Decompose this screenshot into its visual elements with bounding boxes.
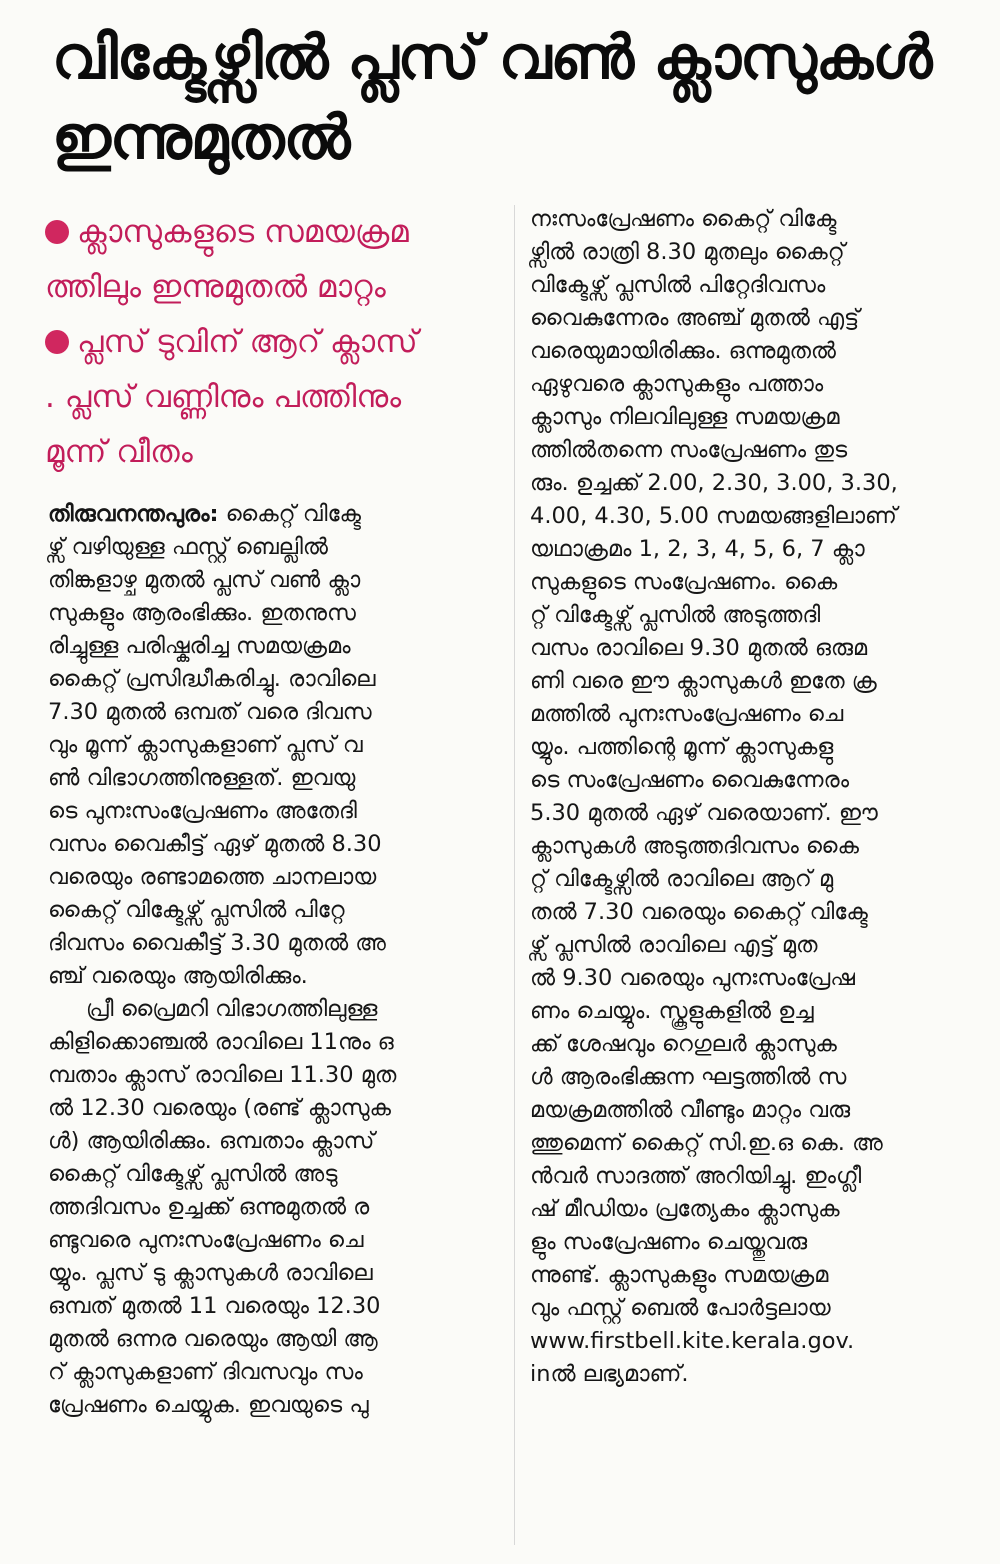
article-line: വസം രാവിലെ 9.30 മുതൽ ഒരുമ xyxy=(530,635,868,661)
article-line: രും. ഉച്ചക്ക് 2.00, 2.30, 3.00, 3.30, xyxy=(530,470,898,496)
article-line: വസം വൈകീട്ട് ഏഴ് മുതൽ 8.30 xyxy=(48,831,382,857)
article-line: ത്തിൽതന്നെ സംപ്രേഷണം തുട xyxy=(530,437,848,463)
article-line: ൽ 12.30 വരെയും (രണ്ട് ക്ലാസുക xyxy=(48,1095,391,1121)
article-line-text: കൈറ്റ് വിക്ടേ xyxy=(218,501,361,527)
article-line: ന്നുണ്ട്. ക്ലാസുകളും സമയക്രമ xyxy=(530,1262,829,1288)
article-line: മയക്രമത്തിൽ വീണ്ടും മാറ്റം വരു xyxy=(530,1097,851,1123)
article-line: റ്റ് വിക്ടേഴ്സിൽ രാവിലെ ആറ് മു xyxy=(530,866,834,892)
article-line: 4.00, 4.30, 5.00 സമയങ്ങളിലാണ് xyxy=(530,503,897,529)
highlight-line: ത്തിലും ഇന്നുമുതൽ മാറ്റം xyxy=(45,269,386,305)
highlight-line xyxy=(45,205,495,260)
article-line: ൽ 9.30 വരെയും പുനഃസംപ്രേഷ xyxy=(530,965,855,991)
highlight-line: . പ്ലസ് വണ്ണിനും പത്തിനും xyxy=(45,379,402,415)
article-line: യ്യും. പത്തിന്റെ മൂന്ന് ക്ലാസുകളു xyxy=(530,734,834,760)
bullet-icon xyxy=(45,220,69,244)
article-line: വൈകുന്നേരം അഞ്ച് മുതൽ എട്ട് xyxy=(530,305,860,331)
article-column-left xyxy=(48,498,498,1422)
article-line: വരെയും രണ്ടാമത്തെ ചാനലായ xyxy=(48,864,377,890)
article-line: ഴ്സ് പ്ലസിൽ രാവിലെ എട്ട് മുത xyxy=(530,932,818,958)
article-line: ഴ്സ് വഴിയുള്ള ഫസ്റ്റ് ബെല്ലിൽ xyxy=(48,534,328,560)
article-line: തിങ്കളാഴ്ച മുതൽ പ്ലസ് വൺ ക്ലാ xyxy=(48,567,361,593)
article-line: പ്രീ പ്രൈമറി വിഭാഗത്തിലുള്ള xyxy=(86,996,378,1022)
article-line: www.firstbell.kite.kerala.gov. xyxy=(530,1328,855,1354)
article-line: ഷ് മീഡിയം പ്രത്യേകം ക്ലാസുക xyxy=(530,1196,840,1222)
article-line: ളും സംപ്രേഷണം ചെയ്തുവരു xyxy=(530,1229,808,1255)
article-line: വും മൂന്ന് ക്ലാസുകളാണ് പ്ലസ് വ xyxy=(48,732,363,758)
article-line: നഃസംപ്രേഷണം കൈറ്റ് വിക്ടേ xyxy=(530,206,837,232)
highlight-line xyxy=(45,315,495,370)
article-line: മത്തിൽ പുനഃസംപ്രേഷണം ചെ xyxy=(530,701,844,727)
article-line: ടെ പുനഃസംപ്രേഷണം അതേദി xyxy=(48,798,357,824)
article-line: കൈറ്റ് പ്രസിദ്ധീകരിച്ചു. രാവിലെ xyxy=(48,666,376,692)
article-line: ഒമ്പത് മുതൽ 11 വരെയും 12.30 xyxy=(48,1293,381,1319)
article-line: ൺ വിഭാഗത്തിനുള്ളത്. ഇവയു xyxy=(48,765,356,791)
headline-line-2: ഇന്നുമുതൽ xyxy=(52,103,350,173)
article-line: ടെ സംപ്രേഷണം വൈകുന്നേരം xyxy=(530,767,849,793)
highlight-line: മൂന്ന് വീതം xyxy=(45,434,193,470)
bullet-icon xyxy=(45,330,69,354)
article-line: സുകളും ആരംഭിക്കും. ഇതനുസ xyxy=(48,600,356,626)
article-line: കിളിക്കൊഞ്ചൽ രാവിലെ 11നും ഒ xyxy=(48,1029,394,1055)
article-line: മ്പതാം ക്ലാസ് രാവിലെ 11.30 മുത xyxy=(48,1062,397,1088)
article-line: ണി വരെ ഈ ക്ലാസുകൾ ഇതേ ക്ര xyxy=(530,668,877,694)
dateline: തിരുവനന്തപുരം: xyxy=(48,501,219,527)
article-line: ൻവർ സാദത്ത് അറിയിച്ചു. ഇംഗ്ലീ xyxy=(530,1163,862,1189)
article-line: യ്യും. പ്ലസ് ടു ക്ലാസുകൾ രാവിലെ xyxy=(48,1260,373,1286)
article-line: 7.30 മുതൽ ഒമ്പത് വരെ ദിവസ xyxy=(48,699,372,725)
article-line: ഴ്സിൽ രാത്രി 8.30 മുതലും കൈറ്റ് xyxy=(530,239,845,265)
article-line: ക്ലാസുകൾ അടുത്തദിവസം കൈ xyxy=(530,833,859,859)
article-line: ണം ചെയ്യും. സ്കൂളുകളിൽ ഉച്ച xyxy=(530,998,814,1024)
column-divider xyxy=(514,205,515,1545)
article-line: ഞ്ച് വരെയും ആയിരിക്കും. xyxy=(48,963,308,989)
article-line: ണ്ടുവരെ പുനഃസംപ്രേഷണം ചെ xyxy=(48,1227,364,1253)
highlight-text: ക്ലാസുകളുടെ സമയക്രമ xyxy=(77,214,409,250)
article-line: ത്തുമെന്ന് കൈറ്റ് സി.ഇ.ഒ കെ. അ xyxy=(530,1130,883,1156)
article-line: 5.30 മുതൽ ഏഴ് വരെയാണ്. ഈ xyxy=(530,800,878,826)
article-line: റ്റ് വിക്ടേഴ്സ് പ്ലസിൽ അടുത്തദി xyxy=(530,602,821,628)
article-line: ത്തദിവസം ഉച്ചക്ക് ഒന്നുമുതൽ ര xyxy=(48,1194,370,1220)
article-line: ക്ക് ശേഷവും റെഗുലർ ക്ലാസുക xyxy=(530,1031,837,1057)
article-line: വും ഫസ്റ്റ് ബെൽ പോർട്ടലായ xyxy=(530,1295,831,1321)
article-line: ൾ) ആയിരിക്കും. ഒമ്പതാം ക്ലാസ് xyxy=(48,1128,375,1154)
headline-line-1: വിക്ടേഴ്സിൽ പ്ലസ് വൺ ക്ലാസുകൾ xyxy=(52,23,932,93)
article-line: വിക്ടേഴ്സ് പ്ലസിൽ പിറ്റേദിവസം xyxy=(530,272,826,298)
highlight-text: പ്ലസ് ടുവിന് ആറ് ക്ലാസ് xyxy=(77,324,418,360)
article-line: ക്ലാസും നിലവിലുള്ള സമയക്രമ xyxy=(530,404,840,430)
article-line: കൈറ്റ് വിക്ടേഴ്സ് പ്ലസിൽ അടു xyxy=(48,1161,338,1187)
article-line: കൈറ്റ് വിക്ടേഴ്സ് പ്ലസിൽ പിറ്റേ xyxy=(48,897,345,923)
article-line: മുതൽ ഒന്നര വരെയും ആയി ആ xyxy=(48,1326,378,1352)
article-line: വരെയുമായിരിക്കും. ഒന്നുമുതൽ xyxy=(530,338,836,364)
article-line: സുകളുടെ സംപ്രേഷണം. കൈ xyxy=(530,569,838,595)
article-line xyxy=(48,498,498,531)
article-column-right xyxy=(530,203,960,1391)
article-line: രിച്ചുള്ള പരിഷ്കരിച്ച സമയക്രമം xyxy=(48,633,351,659)
article-line: inൽ ലഭ്യമാണ്. xyxy=(530,1361,689,1387)
article-line: തൽ 7.30 വരെയും കൈറ്റ് വിക്ടേ xyxy=(530,899,868,925)
article-line: പ്രേഷണം ചെയ്യുക. ഇവയുടെ പു xyxy=(48,1392,369,1418)
highlights-box xyxy=(45,205,495,480)
article-line: ഏഴുവരെ ക്ലാസുകളും പത്താം xyxy=(530,371,824,397)
article-line: ദിവസം വൈകീട്ട് 3.30 മുതൽ അ xyxy=(48,930,386,956)
article-line: റ് ക്ലാസുകളാണ് ദിവസവും സം xyxy=(48,1359,363,1385)
article-line: യഥാക്രമം 1, 2, 3, 4, 5, 6, 7 ക്ലാ xyxy=(530,536,865,562)
headline xyxy=(52,18,972,178)
article-line: ൾ ആരംഭിക്കുന്ന ഘട്ടത്തിൽ സ xyxy=(530,1064,847,1090)
